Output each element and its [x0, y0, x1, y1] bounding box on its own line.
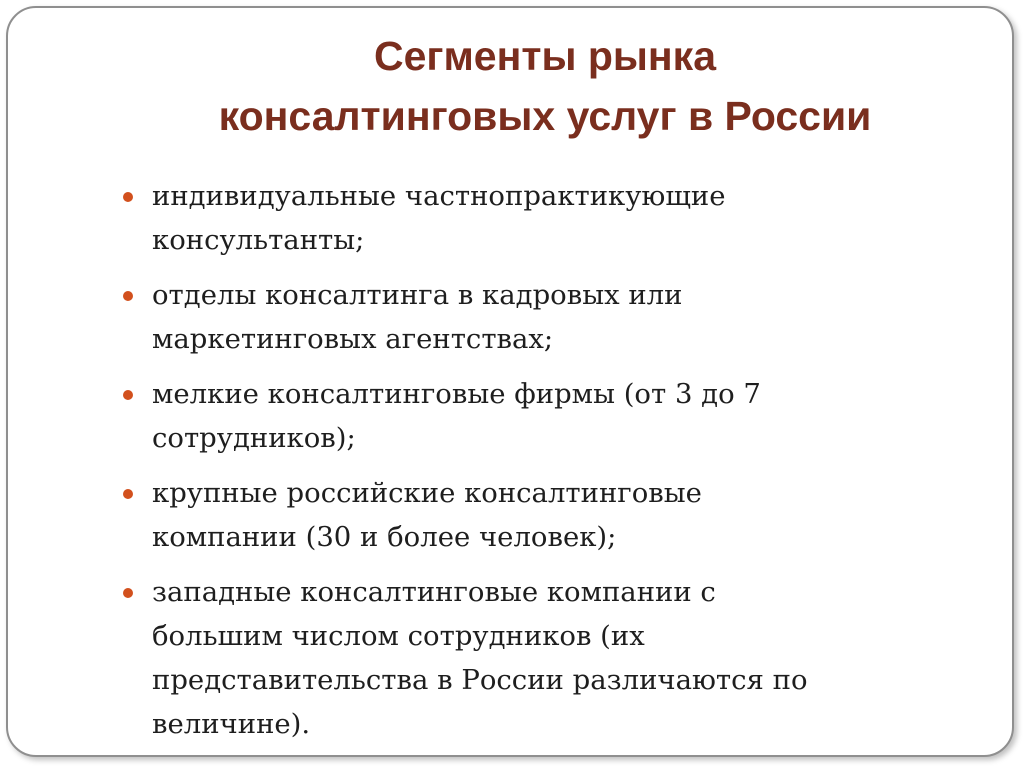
item-text-line: западные консалтинговые компании с — [152, 576, 716, 608]
list-item — [120, 174, 940, 262]
bullet-list — [120, 174, 940, 757]
item-text-line: крупные российские консалтинговые — [152, 477, 702, 509]
item-text-line: мелкие консалтинговые фирмы (от 3 до 7 — [152, 378, 761, 410]
bullet-icon — [123, 192, 133, 202]
item-text-line: сотрудников); — [152, 422, 356, 454]
item-text-line: маркетинговых агентствах; — [152, 323, 554, 355]
slide-frame — [6, 6, 1014, 757]
title-line-2: консалтинговых услуг в России — [218, 93, 872, 139]
bullet-icon — [123, 588, 133, 598]
bullet-icon — [123, 390, 133, 400]
item-text-line: индивидуальные частнопрактикующие — [152, 180, 726, 212]
item-text-line: консультанты; — [152, 224, 365, 256]
bullet-icon — [123, 291, 133, 301]
title-line-1: Сегменты рынка — [373, 33, 716, 79]
item-text-line: отделы консалтинга в кадровых или — [152, 279, 683, 311]
item-text-line: величине). — [152, 708, 311, 740]
list-item — [120, 471, 940, 559]
list-item — [120, 570, 940, 746]
slide-title — [8, 26, 1024, 146]
item-text-line: представительства в России различаются по — [152, 664, 808, 696]
bullet-icon — [123, 489, 133, 499]
list-item — [120, 273, 940, 361]
list-item — [120, 372, 940, 460]
item-text-line: большим числом сотрудников (их — [152, 620, 645, 652]
item-text-line: компании (30 и более человек); — [152, 521, 617, 553]
